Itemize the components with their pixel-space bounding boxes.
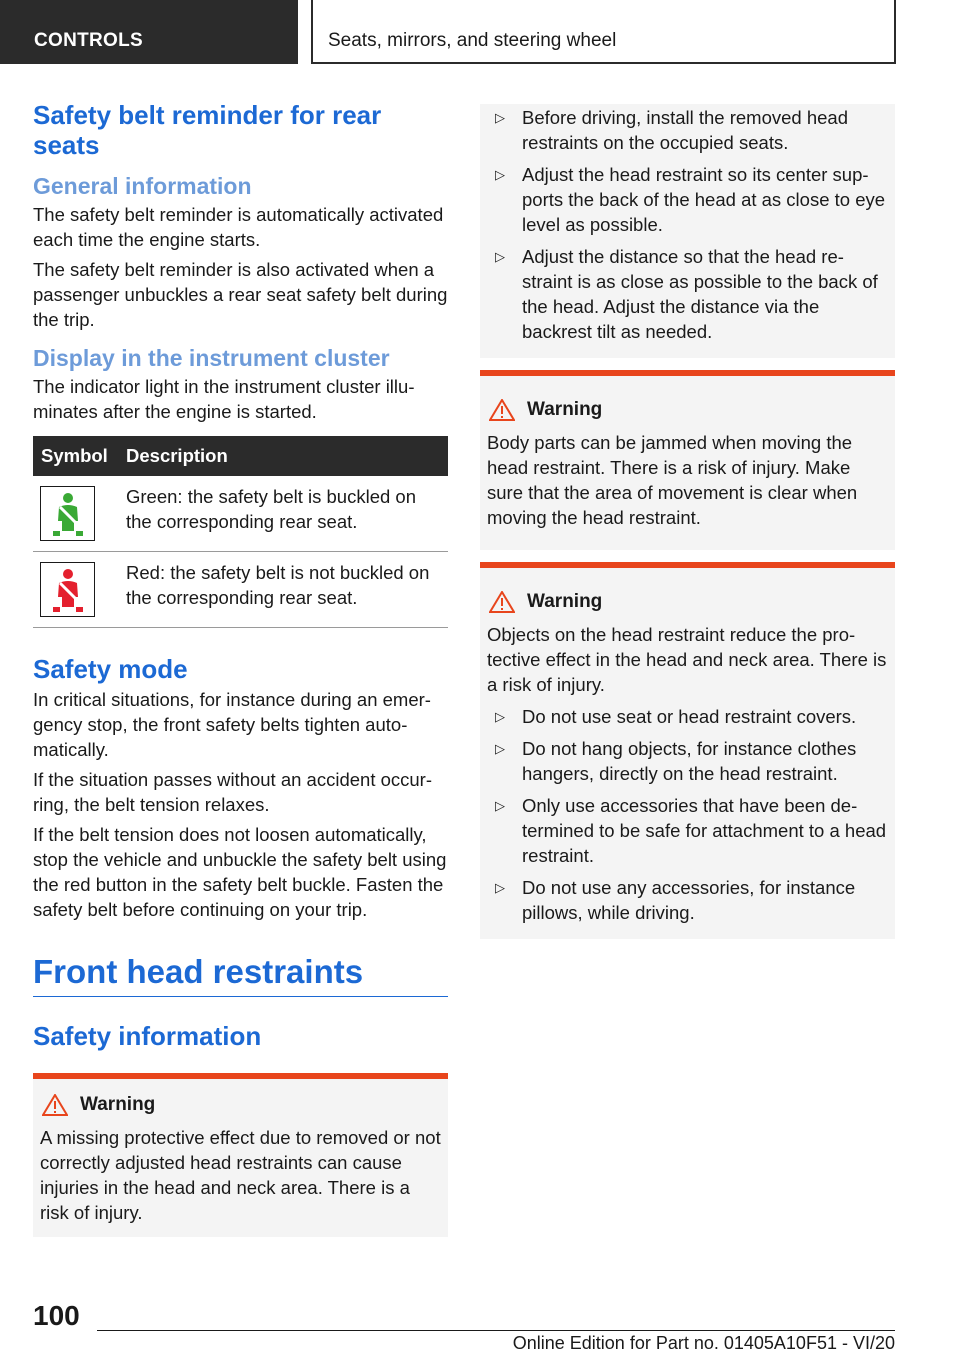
section-title-belt-reminder: Safety belt reminder for rear seats (33, 100, 382, 160)
header-section-label: CONTROLS (34, 30, 144, 51)
warning-text: A missing protective effect due to removed or not correctly adjusted head restraints can cause injuries in the head and neck area. There is a risk of injury. (40, 1127, 441, 1223)
warning-box (480, 370, 895, 550)
bullet-triangle-icon: ▷ (495, 167, 505, 182)
list-item: ▷ Before driving, install the removed head restraints on the occupied seats. (487, 105, 888, 155)
seatbelt-unbuckled-red-icon (40, 562, 95, 617)
warning-box (33, 1073, 448, 1237)
warning-triangle-icon (489, 399, 515, 421)
left-column (33, 100, 448, 1237)
bullet-triangle-icon: ▷ (495, 709, 505, 724)
table-cell-description: Red: the safety belt is not buckled on the corresponding rear seat. (126, 562, 430, 608)
warning-title: Warning (527, 399, 603, 420)
table-header (33, 436, 448, 476)
list-item: ▷ Adjust the distance so that the head restraint is as close as possible to the back of the head. Adjust the distance via the backrest tilt as needed. (487, 244, 888, 344)
table-header-symbol: Symbol (41, 445, 108, 466)
seatbelt-buckled-green-icon (40, 486, 95, 541)
list-item: ▷ Do not use any accessories, for instance pillows, while driving. (487, 875, 888, 925)
warning-box (480, 562, 895, 939)
bullet-list-install (480, 104, 895, 358)
table-row (33, 476, 448, 552)
paragraph-safety-2: If the situation passes without an accident occurring, the belt tension relaxes. (33, 769, 433, 815)
table-row (33, 552, 448, 628)
paragraph-general-2: The safety belt reminder is also activated when a passenger unbuckles a rear seat safety belt during the trip. (33, 259, 448, 330)
warning-triangle-icon (42, 1094, 68, 1116)
list-item: ▷ Only use accessories that have been determined to be safe for attachment to a head restraint. (487, 793, 888, 868)
page-number: 100 (33, 1300, 80, 1331)
list-item: ▷ Do not use seat or head restraint covers. (487, 704, 888, 729)
header-chapter-label: Seats, mirrors, and steering wheel (328, 30, 617, 51)
warning-text: Body parts can be jammed when moving the head restraint. There is a risk of injury. Make sure that the area of movement is clear when moving the head restraint. (487, 432, 858, 528)
bullet-triangle-icon: ▷ (495, 249, 505, 264)
list-item: ▷ Adjust the head restraint so its center supports the back of the head at as close to eye level as possible. (487, 162, 888, 237)
heading-safety-information: Safety information (33, 1021, 262, 1051)
bullet-triangle-icon: ▷ (495, 741, 505, 756)
list-item: ▷ Do not hang objects, for instance clothes hangers, directly on the head restraint. (487, 736, 888, 786)
footer-edition: Online Edition for Part no. 01405A10F51 - VI/20 (512, 1333, 895, 1353)
warning-title: Warning (80, 1094, 156, 1115)
warning-title: Warning (527, 591, 603, 612)
paragraph-safety-1: In critical situations, for instance during an emergency stop, the front safety belts tighten automatically. (33, 689, 431, 760)
bullet-triangle-icon: ▷ (495, 110, 505, 125)
paragraph-display-1: The indicator light in the instrument cluster illuminates after the engine is started. (33, 376, 415, 422)
table-header-description: Description (126, 445, 228, 466)
heading-general-information: General information (33, 173, 252, 199)
paragraph-safety-3: If the belt tension does not loosen automatically, stop the vehicle and unbuckle the safety belt using the red button in the safety belt buckle. Fasten the safety belt before continuing on your trip. (33, 824, 447, 920)
paragraph-general-1: The safety belt reminder is automatically activated each time the engine starts. (33, 204, 444, 250)
indicator-table (33, 436, 448, 628)
header-chapter-tab (311, 0, 896, 64)
chapter-title-front-head-restraints: Front head restraints (33, 952, 448, 997)
header-section-tab (0, 0, 298, 64)
warning-triangle-icon (489, 591, 515, 613)
table-cell-description: Green: the safety belt is buckled on the corresponding rear seat. (126, 486, 417, 532)
right-column (480, 104, 895, 939)
heading-safety-mode: Safety mode (33, 654, 188, 684)
bullet-triangle-icon: ▷ (495, 798, 505, 813)
warning-text: Objects on the head restraint reduce the protective effect in the head and neck area. There is a risk of injury. (487, 624, 887, 695)
bullet-triangle-icon: ▷ (495, 880, 505, 895)
heading-display-instrument-cluster: Display in the instrument cluster (33, 345, 390, 371)
footer-divider (97, 1330, 895, 1331)
